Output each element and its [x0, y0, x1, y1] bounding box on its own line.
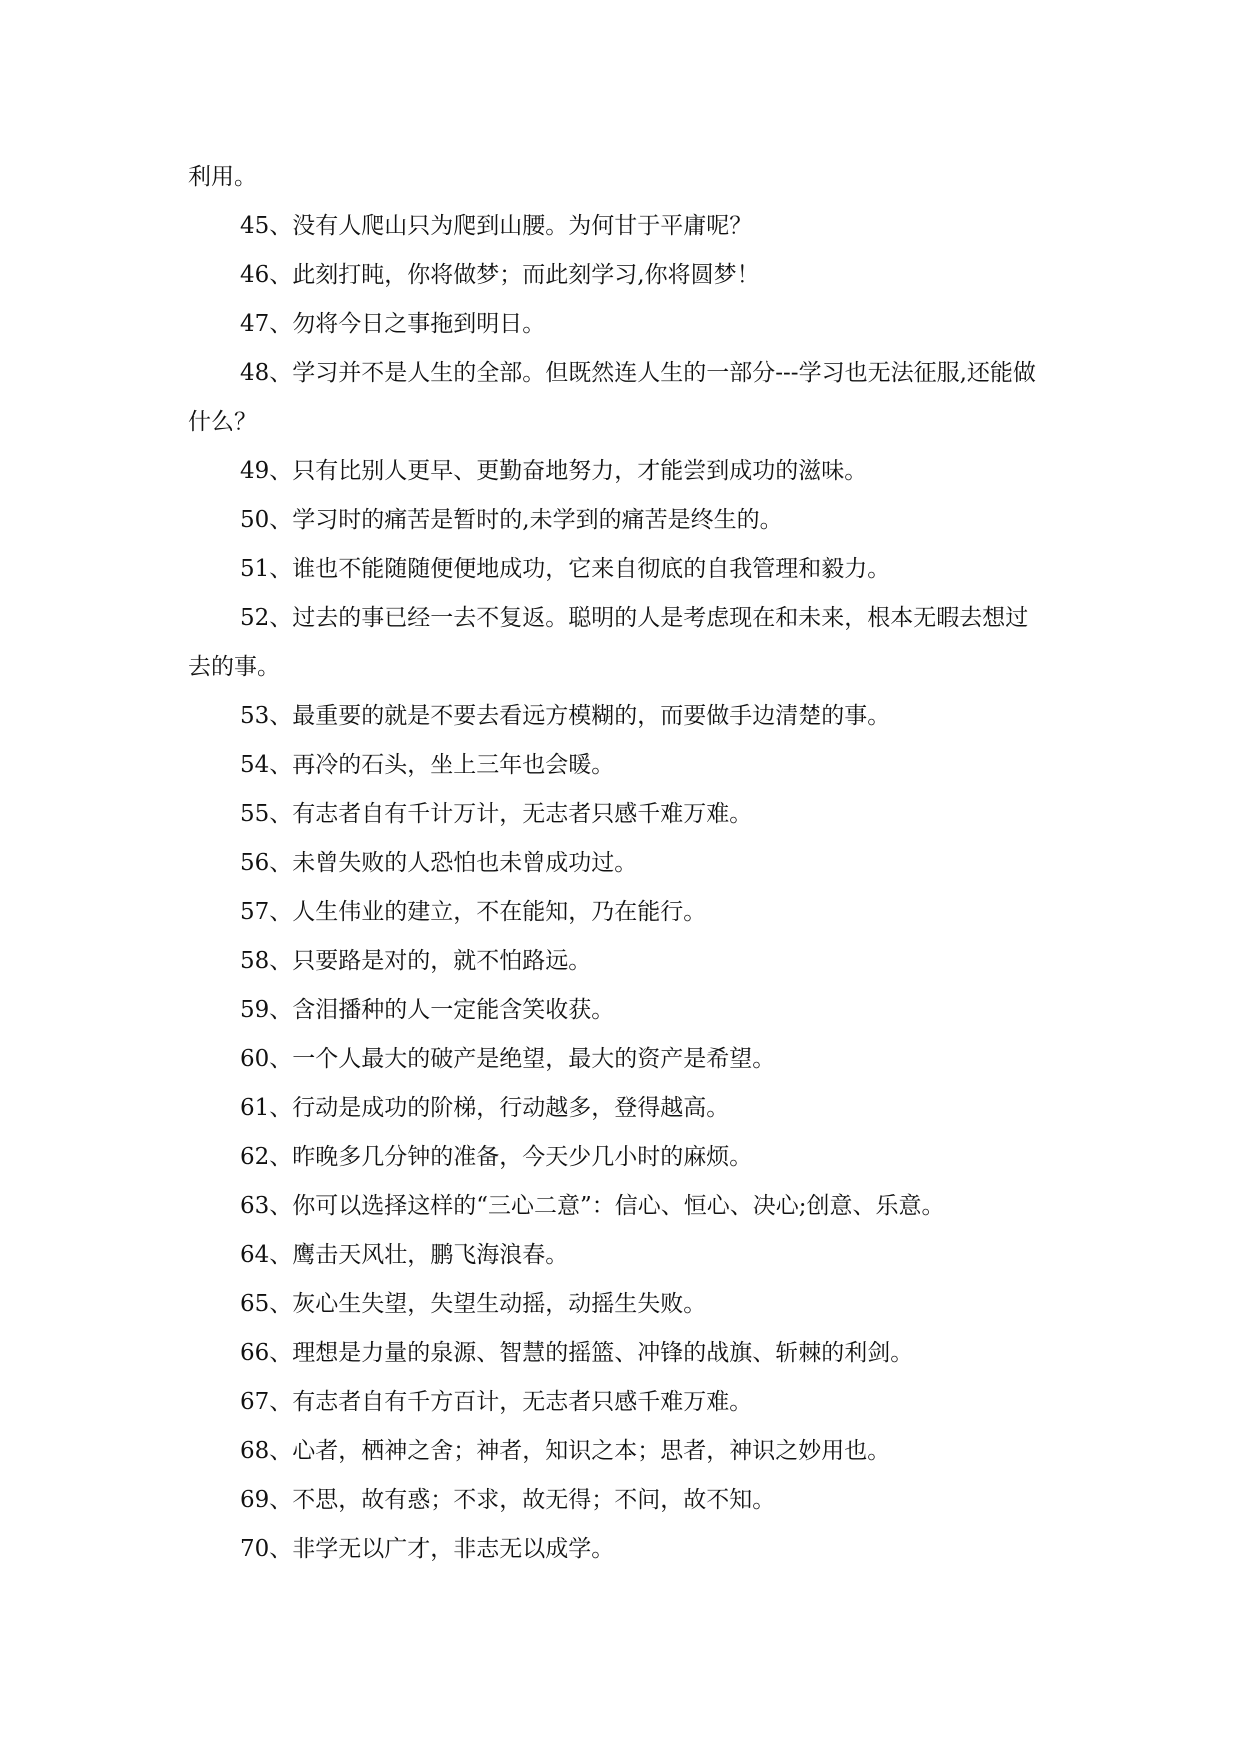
list-item: 56、未曾失败的人恐怕也未曾成功过。: [240, 850, 638, 876]
list-item: 61、行动是成功的阶梯，行动越多，登得越高。: [240, 1095, 730, 1121]
list-item: 62、昨晚多几分钟的准备，今天少几小时的麻烦。: [240, 1144, 753, 1170]
list-item: 46、此刻打盹，你将做梦；而此刻学习,你将圆梦！: [240, 262, 760, 288]
list-item: 55、有志者自有千计万计，无志者只感千难万难。: [240, 801, 753, 827]
list-item: 45、没有人爬山只为爬到山腰。为何甘于平庸呢？: [240, 213, 753, 239]
list-item: 50、学习时的痛苦是暂时的,未学到的痛苦是终生的。: [240, 507, 783, 533]
list-item: 68、心者，栖神之舍；神者，知识之本；思者，神识之妙用也。: [240, 1438, 891, 1464]
list-item: 49、只有比别人更早、更勤奋地努力，才能尝到成功的滋味。: [240, 458, 868, 484]
list-item: 60、一个人最大的破产是绝望，最大的资产是希望。: [240, 1046, 776, 1072]
list-item: 59、含泪播种的人一定能含笑收获。: [240, 997, 615, 1023]
list-item: 54、再冷的石头，坐上三年也会暖。: [240, 752, 615, 778]
list-item: 57、人生伟业的建立，不在能知，乃在能行。: [240, 899, 707, 925]
list-item: 52、过去的事已经一去不复返。聪明的人是考虑现在和未来，根本无暇去想过去的事。: [188, 605, 1029, 680]
list-item: 48、学习并不是人生的全部。但既然连人生的一部分---学习也无法征服,还能做什么？: [188, 360, 1036, 435]
list-item: 69、不思，故有惑；不求，故无得；不问，故不知。: [240, 1487, 776, 1513]
list-item: 66、理想是力量的泉源、智慧的摇篮、冲锋的战旗、斩棘的利剑。: [240, 1340, 914, 1366]
list-item: 64、鹰击天风壮，鹏飞海浪春。: [240, 1242, 569, 1268]
list-item: 65、灰心生失望，失望生动摇，动摇生失败。: [240, 1291, 707, 1317]
list-item: 63、你可以选择这样的“三心二意”：信心、恒心、决心;创意、乐意。: [240, 1193, 945, 1219]
paragraph-continuation: 利用。: [188, 164, 257, 190]
list-item: 51、谁也不能随随便便地成功，它来自彻底的自我管理和毅力。: [240, 556, 891, 582]
list-item: 47、勿将今日之事拖到明日。: [240, 311, 546, 337]
list-item: 53、最重要的就是不要去看远方模糊的，而要做手边清楚的事。: [240, 703, 891, 729]
document-body: [188, 153, 1048, 1574]
list-item: 70、非学无以广才，非志无以成学。: [240, 1536, 615, 1562]
list-item: 58、只要路是对的，就不怕路远。: [240, 948, 592, 974]
list-item: 67、有志者自有千方百计，无志者只感千难万难。: [240, 1389, 753, 1415]
